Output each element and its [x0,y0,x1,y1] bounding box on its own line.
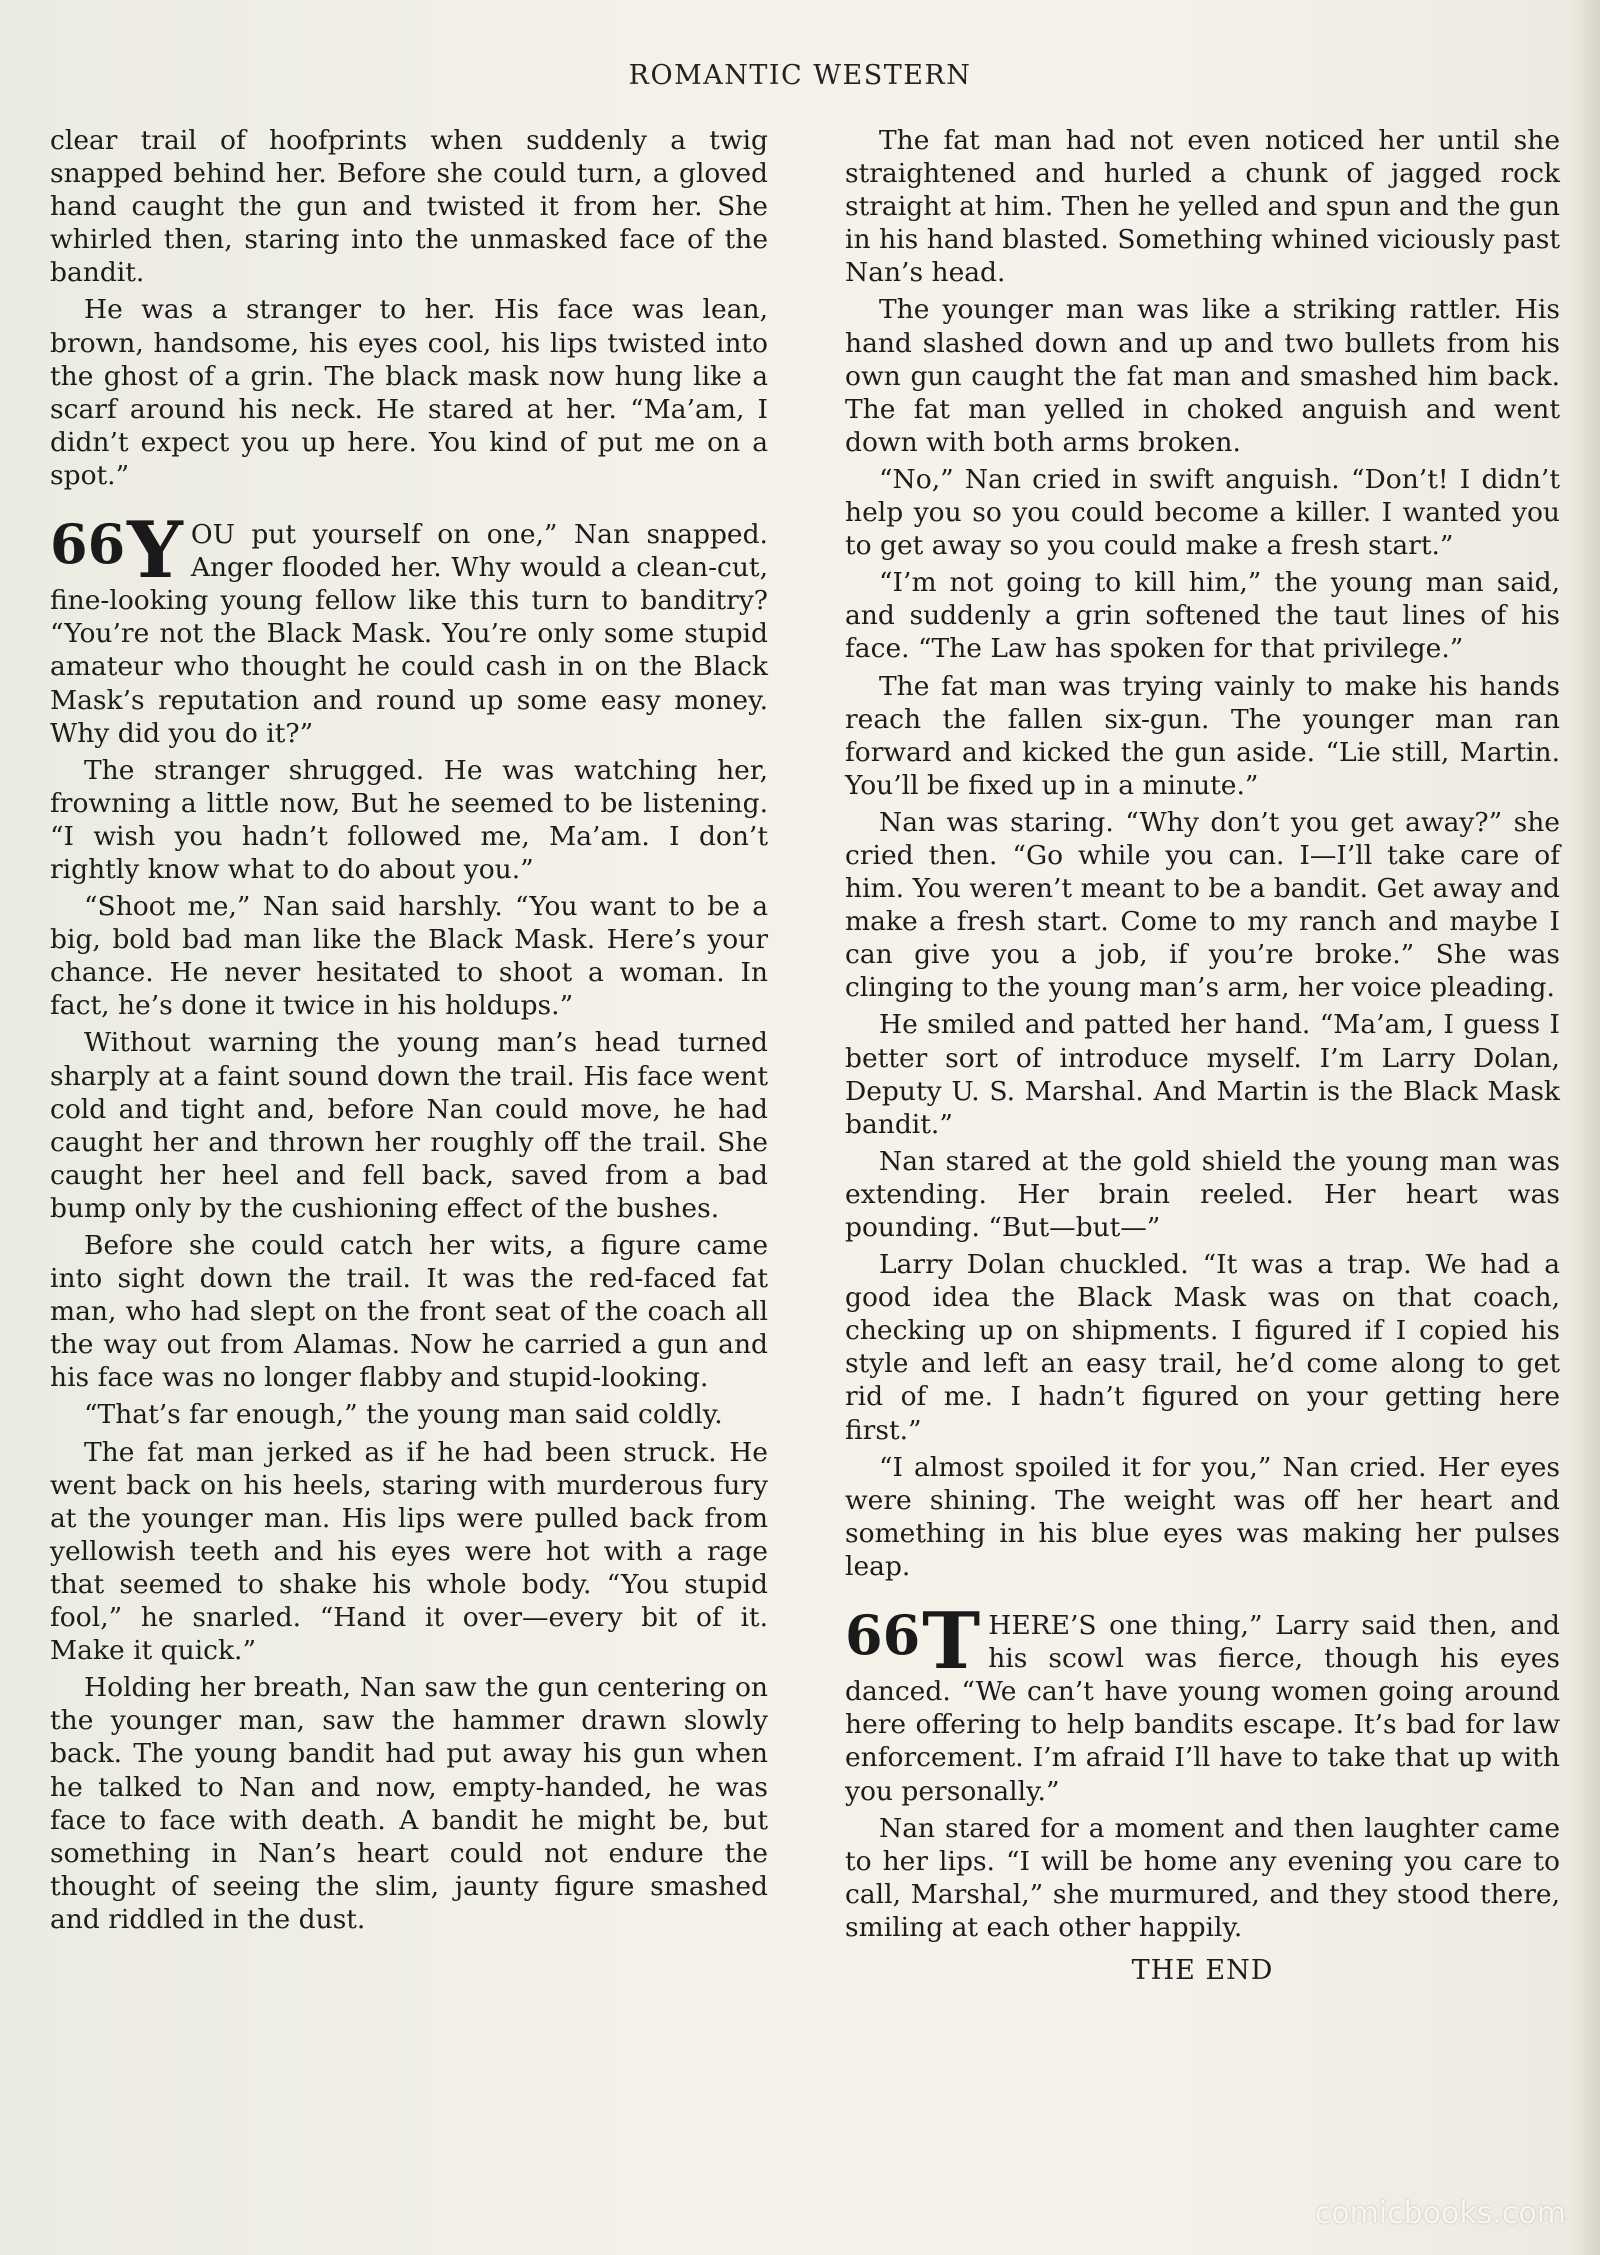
drop-cap: Y [127,505,183,597]
dropcap-paragraph [845,1596,1560,1808]
paragraph: Before she could catch her wits, a figure came into sight down the trail. It was the red-faced fat man, who had slept on the front seat of the coach all the way out from Alamas. Now he carried a gun and his face was no longer flabby and stupid-looking. [50,1230,768,1394]
paragraph: Larry Dolan chuckled. “It was a trap. We had a good idea the Black Mask was on that coach, checking up on shipments. I figured if I copied his style and left an easy trail, he’d come along to get rid of me. I hadn’t figured on your getting here first.” [845,1249,1560,1446]
running-header: ROMANTIC WESTERN [628,60,972,91]
the-end-label: THE END [1131,1954,1274,1986]
paragraph: Holding her breath, Nan saw the gun centering on the younger man, saw the hammer drawn slowly back. The young bandit had put away his gun when he talked to Nan and now, empty-handed, he was face to face with death. A bandit he might be, but something in Nan’s heart could not endure the thought of seeing the slim, jaunty figure smashed and riddled in the dust. [50,1672,768,1935]
open-quote-mark: 66 [50,512,126,577]
paragraph: “No,” Nan cried in swift anguish. “Don’t! I didn’t help you so you could become a killer. I wanted you to get away so you could make a fresh start.” [845,463,1560,562]
paragraph: Nan was staring. “Why don’t you get away?” she cried then. “Go while you can. I—I’ll take care of him. You weren’t meant to be a bandit. Get away and make a fresh start. Come to my ranch and maybe I can give you a job, if you’re broke.” She was clinging to the young man’s arm, her voice pleading. [845,806,1560,1004]
paragraph: Nan stared for a moment and then laughter came to her lips. “I will be home any evening you care to call, Marshal,” she murmured, and they stood there, smiling at each other happily. [845,1812,1560,1943]
paragraph: “That’s far enough,” the young man said coldly. [84,1399,723,1431]
paragraph: The fat man jerked as if he had been struck. He went back on his heels, staring with murderous fury at the younger man. His lips were pulled back from yellowish teeth and his eyes were hot with a rage that seemed to shake his whole body. “You stupid fool,” he snarled. “Hand it over—every bit of it. Make it quick.” [50,1436,768,1667]
paragraph: The stranger shrugged. He was watching her, frowning a little now, But he seemed to be listening. “I wish you hadn’t followed me, Ma’am. I don’t rightly know what to do about you.” [50,754,768,885]
paragraph: Nan stared at the gold shield the young man was extending. Her brain reeled. Her heart was pounding. “But—but—” [845,1145,1560,1243]
watermark: comicbooks.com [1314,2196,1566,2231]
paragraph: “Shoot me,” Nan said harshly. “You want to be a big, bold bad man like the Black Mask. Here’s your chance. He never hesitated to shoot a woman. In fact, he’s done it twice in his holdups.” [50,891,768,1022]
paragraph: The younger man was like a striking rattler. His hand slashed down and up and two bullets from his own gun caught the fat man and smashed him back. The fat man yelled in choked anguish and went down with both arms broken. [845,294,1560,458]
paragraph-text: OU put yourself on one,” Nan snapped. Anger flooded her. Why would a clean-cut, fine-looking young fellow like this turn to banditry? “You’re not the Black Mask. You’re only some stupid amateur who thought he could cash in on the Black Mask’s reputation and round up some easy money. Why did you do it?” [50,519,768,749]
paragraph-text: HERE’S one thing,” Larry said then, and his scowl was fierce, though his eyes danced. “We can’t have young women going around here offering to help bandits escape. It’s bad for law enforcement. I’m afraid I’ll have to take that up with you personally.” [845,1610,1560,1807]
paragraph: “I’m not going to kill him,” the young man said, and suddenly a grin softened the taut lines of his face. “The Law has spoken for that privilege.” [845,567,1560,665]
dropcap-paragraph [50,505,768,750]
paragraph: He smiled and patted her hand. “Ma’am, I guess I better sort of introduce myself. I’m Larry Dolan, Deputy U. S. Marshal. And Martin is the Black Mask bandit.” [845,1009,1560,1140]
paragraph: clear trail of hoofprints when suddenly a twig snapped behind her. Before she could turn, a gloved hand caught the gun and twisted it from her. She whirled then, staring into the unmasked face of the bandit. [50,125,768,289]
paragraph: “I almost spoiled it for you,” Nan cried. Her eyes were shining. The weight was off her heart and something in his blue eyes was making her pulses leap. [845,1451,1560,1582]
drop-cap: T [922,1596,981,1688]
left-column [50,124,768,1940]
paragraph: The fat man had not even noticed her until she straightened and hurled a chunk of jagged rock straight at him. Then he yelled and spun and the gun in his hand blasted. Something whined viciously past Nan’s head. [845,125,1560,289]
paragraph: He was a stranger to her. His face was lean, brown, handsome, his eyes cool, his lips twisted into the ghost of a grin. The black mask now hung like a scarf around his neck. He stared at her. “Ma’am, I didn’t expect you up here. You kind of put me on a spot.” [50,294,768,491]
open-quote-mark: 66 [845,1603,921,1668]
paragraph: The fat man was trying vainly to make his hands reach the fallen six-gun. The younger man ran forward and kicked the gun aside. “Lie still, Martin. You’ll be fixed up in a minute.” [845,670,1560,801]
right-column [845,124,1560,1987]
paragraph: Without warning the young man’s head turned sharply at a faint sound down the trail. His face went cold and tight and, before Nan could move, he had caught her and thrown her roughly off the trail. She caught her heel and fell back, saved from a bad bump only by the cushioning effect of the bushes. [50,1027,768,1224]
